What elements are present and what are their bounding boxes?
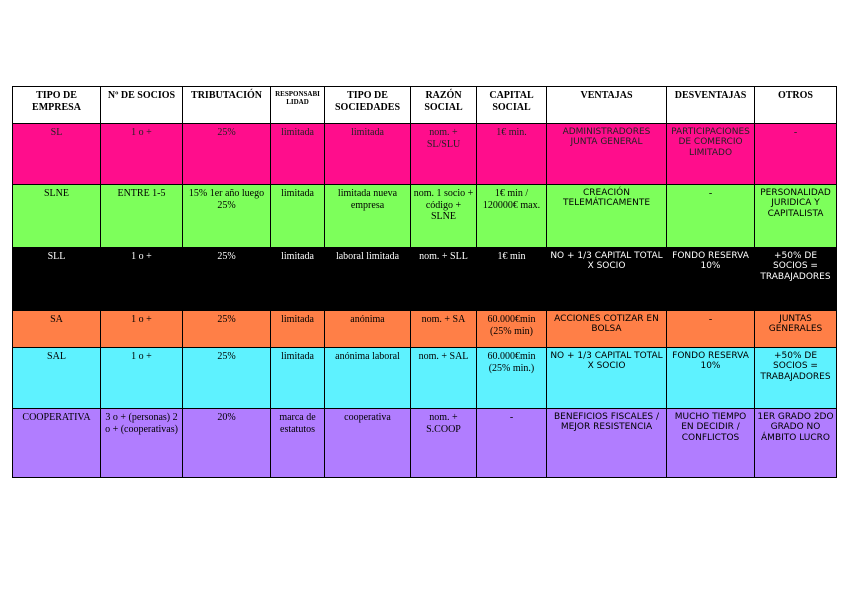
cell-otros: JUNTAS GENERALES: [755, 311, 837, 348]
cell-ventajas: NO + 1/3 CAPITAL TOTAL X SOCIO: [547, 248, 667, 311]
table-row: [13, 124, 837, 185]
cell-desventajas: MUCHO TIEMPO EN DECIDIR / CONFLICTOS: [667, 409, 755, 478]
company-types-table: [12, 86, 837, 478]
cell-tipo: SAL: [13, 348, 101, 409]
header-tipo-empresa: TIPO DE EMPRESA: [13, 87, 101, 124]
cell-ventajas: NO + 1/3 CAPITAL TOTAL X SOCIO: [547, 348, 667, 409]
cell-tipo-sociedad: limitada: [325, 124, 411, 185]
cell-otros: 1ER GRADO 2DO GRADO NO ÁMBITO LUCRO: [755, 409, 837, 478]
cell-socios: 1 o +: [101, 311, 183, 348]
table-row: [13, 185, 837, 248]
cell-razon: nom. + SAL: [411, 348, 477, 409]
cell-socios: 1 o +: [101, 124, 183, 185]
cell-desventajas: -: [667, 311, 755, 348]
header-num-socios: Nº DE SOCIOS: [101, 87, 183, 124]
cell-tipo: SA: [13, 311, 101, 348]
cell-ventajas: ADMINISTRADORES JUNTA GENERAL: [547, 124, 667, 185]
cell-socios: 3 o + (personas) 2 o + (cooperativas): [101, 409, 183, 478]
cell-razon: nom. + SLL: [411, 248, 477, 311]
cell-tributacion: 25%: [183, 124, 271, 185]
cell-capital: 60.000€min (25% min.): [477, 348, 547, 409]
cell-tipo: SL: [13, 124, 101, 185]
cell-socios: ENTRE 1-5: [101, 185, 183, 248]
cell-responsabilidad: marca de estatutos: [271, 409, 325, 478]
table-row: [13, 409, 837, 478]
cell-capital: 60.000€min (25% min): [477, 311, 547, 348]
table-row: [13, 348, 837, 409]
cell-tributacion: 25%: [183, 311, 271, 348]
cell-tipo-sociedad: laboral limitada: [325, 248, 411, 311]
header-tributacion: TRIBUTACIÓN: [183, 87, 271, 124]
cell-capital: -: [477, 409, 547, 478]
cell-capital: 1€ min: [477, 248, 547, 311]
cell-otros: +50% DE SOCIOS = TRABAJADORES: [755, 348, 837, 409]
cell-tipo: SLNE: [13, 185, 101, 248]
cell-ventajas: BENEFICIOS FISCALES / MEJOR RESISTENCIA: [547, 409, 667, 478]
cell-responsabilidad: limitada: [271, 185, 325, 248]
header-capital-social: CAPITAL SOCIAL: [477, 87, 547, 124]
table-row: [13, 248, 837, 311]
cell-socios: 1 o +: [101, 248, 183, 311]
cell-tributacion: 25%: [183, 348, 271, 409]
cell-capital: 1€ min.: [477, 124, 547, 185]
header-responsabilidad: RESPONSABILIDAD: [271, 87, 325, 124]
cell-razon: nom. + S.COOP: [411, 409, 477, 478]
header-ventajas: VENTAJAS: [547, 87, 667, 124]
cell-tipo-sociedad: limitada nueva empresa: [325, 185, 411, 248]
cell-tributacion: 15% 1er año luego 25%: [183, 185, 271, 248]
cell-tributacion: 20%: [183, 409, 271, 478]
cell-responsabilidad: limitada: [271, 248, 325, 311]
table-row: [13, 311, 837, 348]
cell-responsabilidad: limitada: [271, 348, 325, 409]
cell-otros: -: [755, 124, 837, 185]
cell-tipo-sociedad: cooperativa: [325, 409, 411, 478]
cell-responsabilidad: limitada: [271, 124, 325, 185]
header-otros: OTROS: [755, 87, 837, 124]
cell-razon: nom. + SA: [411, 311, 477, 348]
cell-ventajas: ACCIONES COTIZAR EN BOLSA: [547, 311, 667, 348]
cell-desventajas: -: [667, 185, 755, 248]
cell-tipo: SLL: [13, 248, 101, 311]
cell-desventajas: FONDO RESERVA 10%: [667, 248, 755, 311]
cell-tipo-sociedad: anónima laboral: [325, 348, 411, 409]
cell-socios: 1 o +: [101, 348, 183, 409]
header-desventajas: DESVENTAJAS: [667, 87, 755, 124]
cell-ventajas: CREACIÓN TELEMÁTICAMENTE: [547, 185, 667, 248]
cell-tipo-sociedad: anónima: [325, 311, 411, 348]
cell-razon: nom. + SL/SLU: [411, 124, 477, 185]
cell-tipo: COOPERATIVA: [13, 409, 101, 478]
cell-tributacion: 25%: [183, 248, 271, 311]
header-razon-social: RAZÓN SOCIAL: [411, 87, 477, 124]
cell-capital: 1€ min / 120000€ max.: [477, 185, 547, 248]
cell-razon: nom. 1 socio + código + SLNE: [411, 185, 477, 248]
header-row: [13, 87, 837, 124]
cell-desventajas: PARTICIPACIONES DE COMERCIO LIMITADO: [667, 124, 755, 185]
cell-otros: PERSONALIDAD JURIDICA Y CAPITALISTA: [755, 185, 837, 248]
header-tipo-sociedades: TIPO DE SOCIEDADES: [325, 87, 411, 124]
cell-desventajas: FONDO RESERVA 10%: [667, 348, 755, 409]
cell-responsabilidad: limitada: [271, 311, 325, 348]
cell-otros: +50% DE SOCIOS = TRABAJADORES: [755, 248, 837, 311]
